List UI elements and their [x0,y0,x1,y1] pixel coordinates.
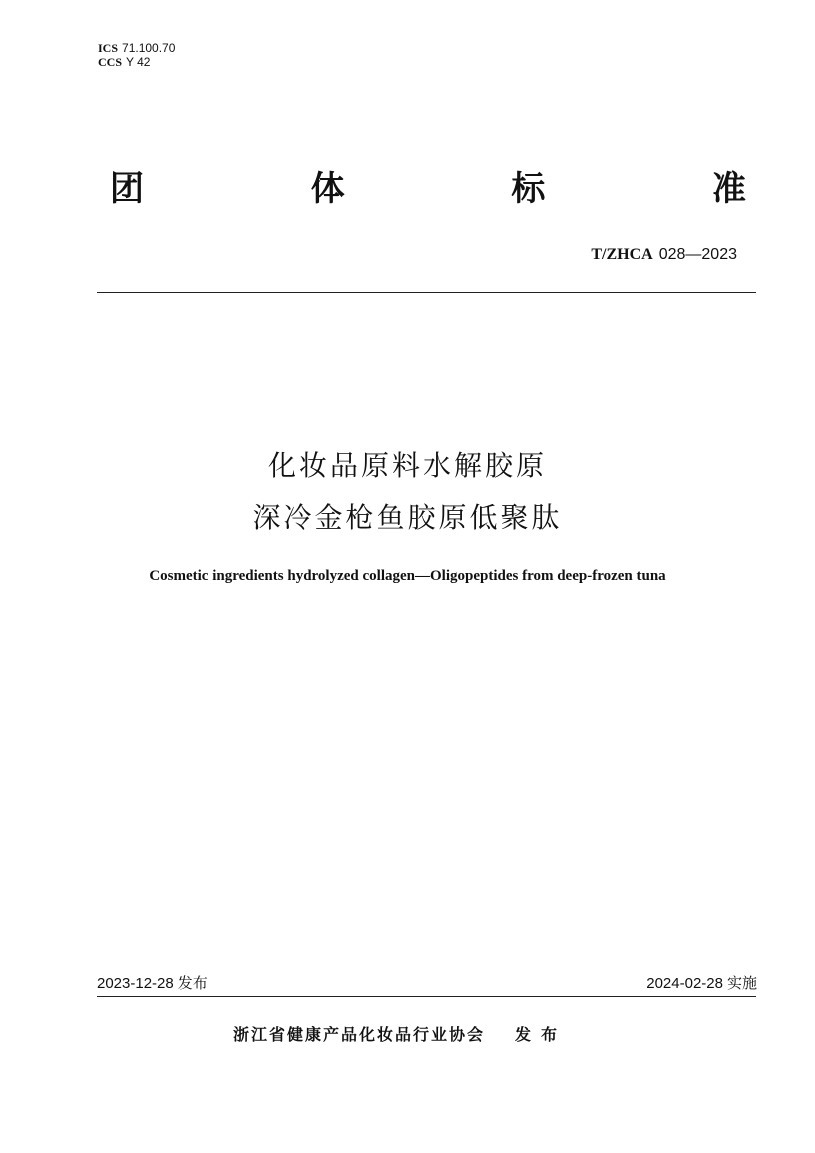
ics-key: ICS [98,41,119,55]
standard-type-heading [110,166,746,212]
english-title: Cosmetic ingredients hydrolyzed collagen—Oligopeptides from deep-frozen tuna [149,568,666,584]
publisher-organization: 浙江省健康产品化妆品行业协会 [233,1025,486,1044]
ics-code [98,41,175,55]
publisher-action: 发布 [515,1025,568,1044]
implementation-date [646,972,757,993]
ccs-key: CCS [98,55,123,69]
ccs-code [98,55,175,69]
bottom-divider [97,996,756,997]
chinese-title-line-1: 化妆品原料水解胶原 [267,449,547,482]
ics-value: 71.100.70 [122,41,176,55]
standard-type-char: 准 [711,169,746,209]
ccs-value: Y 42 [126,55,151,69]
chinese-title-line-2: 深冷金枪鱼胶原低聚肽 [252,501,563,534]
chinese-title [0,446,815,550]
classification-codes [98,41,175,69]
standard-type-char: 标 [511,169,546,209]
implementation-date-word: 实施 [726,974,757,992]
standard-number-value: 028—2023 [658,246,737,263]
top-divider [97,292,756,293]
publisher-line [233,1022,567,1045]
standard-number [591,244,737,264]
standard-number-prefix: T/ZHCA [591,246,653,263]
issue-date [97,972,208,993]
standard-type-char: 体 [310,169,345,209]
implementation-date-value: 2024-02-28 [646,975,723,992]
issue-date-value: 2023-12-28 [97,975,174,992]
issue-date-word: 发布 [177,974,208,992]
standard-type-char: 团 [110,169,144,209]
